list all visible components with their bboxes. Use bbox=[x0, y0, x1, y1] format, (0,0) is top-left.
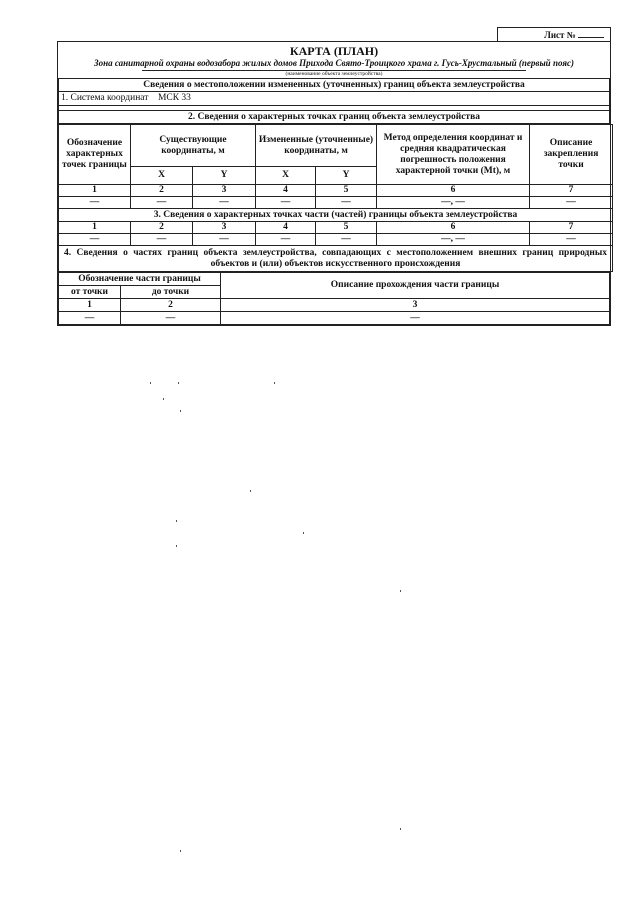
col-number: 6 bbox=[377, 222, 530, 234]
scan-speck bbox=[176, 545, 177, 547]
coord-system-row bbox=[59, 92, 610, 106]
scan-speck bbox=[150, 382, 151, 384]
col-number: 2 bbox=[121, 299, 221, 312]
header-designation: Обозначение характерных точек границы bbox=[59, 125, 131, 185]
scan-speck bbox=[176, 520, 177, 522]
empty-cell: — bbox=[59, 234, 131, 246]
scan-speck bbox=[400, 590, 401, 592]
scan-speck bbox=[163, 398, 164, 400]
header-method: Метод определения координат и средняя квадратическая погрешность положения характерной точки (Mt), м bbox=[377, 125, 530, 185]
header-part-designation: Обозначение части границы bbox=[59, 273, 221, 286]
border-parts-table bbox=[58, 272, 610, 325]
empty-cell: — bbox=[59, 312, 121, 325]
header-description: Описание закрепления точки bbox=[530, 125, 613, 185]
col-number: 7 bbox=[530, 185, 613, 197]
col-number: 1 bbox=[59, 299, 121, 312]
header-existing-x: X bbox=[131, 167, 193, 185]
section-1-table bbox=[58, 78, 610, 124]
empty-cell: — bbox=[316, 197, 377, 209]
empty-cell: — bbox=[193, 197, 256, 209]
col-number: 1 bbox=[59, 185, 131, 197]
empty-cell: — bbox=[193, 234, 256, 246]
section-2-heading: 2. Сведения о характерных точках границ объекта землеустройства bbox=[59, 111, 610, 124]
header-changed-y: Y bbox=[316, 167, 377, 185]
empty-cell: — bbox=[530, 234, 613, 246]
sheet-number-label: Лист № bbox=[544, 30, 576, 40]
object-name-caption: (наименование объекта землеустройства) bbox=[285, 71, 383, 77]
sheet-number-box bbox=[497, 27, 611, 41]
empty-cell: — bbox=[256, 197, 316, 209]
col-number: 7 bbox=[530, 222, 613, 234]
scan-speck bbox=[178, 382, 179, 384]
coord-system-label: 1. Система координат bbox=[61, 93, 149, 103]
empty-cell: — bbox=[530, 197, 613, 209]
header-passage-description: Описание прохождения части границы bbox=[221, 273, 610, 299]
header-changed-x: X bbox=[256, 167, 316, 185]
header-from-point: от точки bbox=[59, 286, 121, 299]
scan-speck bbox=[180, 410, 181, 412]
scan-speck bbox=[303, 532, 304, 534]
empty-cell: — bbox=[121, 312, 221, 325]
col-number: 3 bbox=[193, 222, 256, 234]
scan-speck bbox=[400, 828, 401, 830]
title-block bbox=[58, 42, 610, 78]
section-changed-heading: Сведения о местоположении измененных (уточненных) границ объекта землеустройства bbox=[59, 79, 610, 92]
object-name: Зона санитарной охраны водозабора жилых домов Прихода Свято-Троицкого храма г. Гусь-Хрустальный (первый пояс) bbox=[94, 58, 574, 68]
empty-cell: —, — bbox=[377, 197, 530, 209]
header-existing-coords: Существующие координаты, м bbox=[131, 125, 256, 167]
col-number: 2 bbox=[131, 185, 193, 197]
col-number: 2 bbox=[131, 222, 193, 234]
header-changed-coords: Измененные (уточненные) координаты, м bbox=[256, 125, 377, 167]
scan-speck bbox=[250, 490, 251, 492]
col-number: 5 bbox=[316, 222, 377, 234]
section-4-heading: 4. Сведения о частях границ объекта землеустройства, совпадающих с местоположением внешних границ природных объектов и (или) объектов искусственного происхождения bbox=[59, 246, 613, 272]
section-3-heading: 3. Сведения о характерных точках части (частей) границы объекта землеустройства bbox=[59, 209, 613, 222]
empty-cell: — bbox=[221, 312, 610, 325]
page-title: КАРТА (ПЛАН) bbox=[289, 44, 379, 58]
characteristic-points-table bbox=[58, 124, 613, 272]
col-number: 3 bbox=[221, 299, 610, 312]
empty-cell: — bbox=[256, 234, 316, 246]
empty-cell: — bbox=[131, 234, 193, 246]
sheet-number-blank bbox=[578, 28, 604, 38]
col-number: 3 bbox=[193, 185, 256, 197]
col-number: 5 bbox=[316, 185, 377, 197]
col-number: 1 bbox=[59, 222, 131, 234]
empty-cell: — bbox=[59, 197, 131, 209]
col-number: 4 bbox=[256, 222, 316, 234]
header-to-point: до точки bbox=[121, 286, 221, 299]
coord-system-value: МСК 33 bbox=[157, 93, 191, 103]
empty-cell: — bbox=[316, 234, 377, 246]
map-plan-form bbox=[57, 41, 611, 326]
scan-speck bbox=[274, 382, 275, 384]
col-number: 4 bbox=[256, 185, 316, 197]
scan-speck bbox=[180, 850, 181, 852]
header-existing-y: Y bbox=[193, 167, 256, 185]
col-number: 6 bbox=[377, 185, 530, 197]
empty-cell: — bbox=[131, 197, 193, 209]
empty-cell: —, — bbox=[377, 234, 530, 246]
